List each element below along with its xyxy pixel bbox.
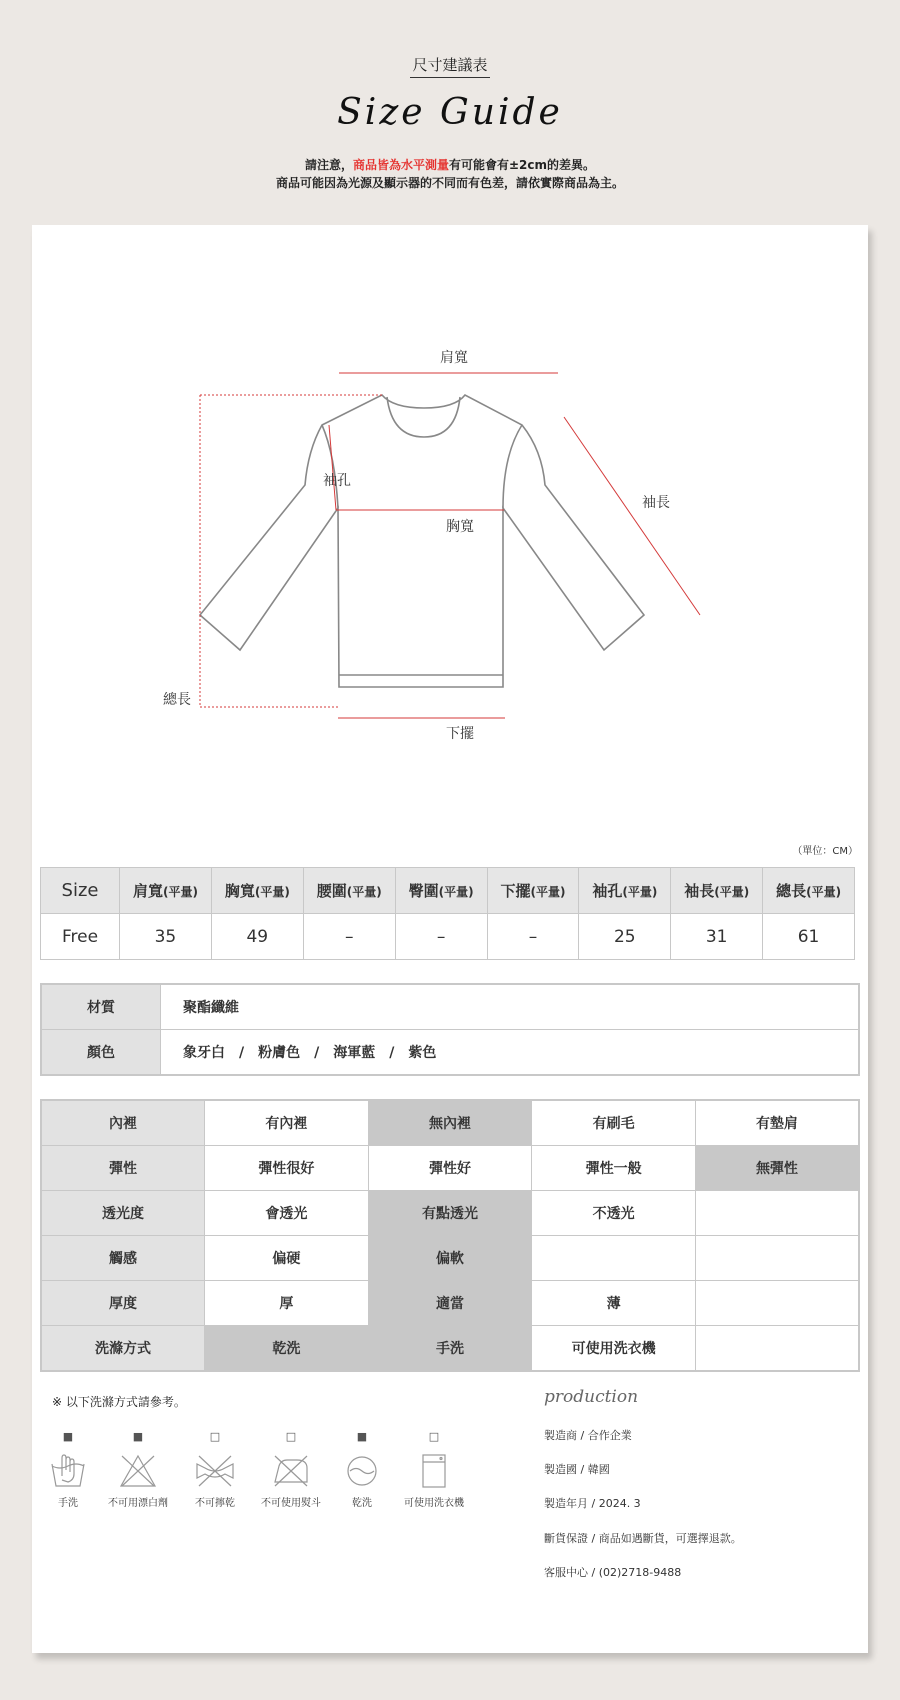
material-table bbox=[40, 983, 860, 1076]
label-armhole: 袖孔 bbox=[323, 473, 351, 489]
attribute-option: 彈性很好 bbox=[205, 1146, 369, 1191]
color-value: 象牙白 / 粉膚色 / 海軍藍 / 紫色 bbox=[161, 1030, 860, 1076]
label-shoulder: 肩寬 bbox=[440, 350, 468, 366]
attribute-option: 有內裡 bbox=[205, 1100, 369, 1146]
size-col-header: 胸寬(平量) bbox=[211, 868, 303, 914]
dry-clean-icon bbox=[342, 1452, 382, 1490]
attribute-option bbox=[695, 1191, 859, 1236]
size-table-row bbox=[41, 914, 855, 960]
care-item bbox=[394, 1430, 474, 1509]
size-value: 35 bbox=[120, 914, 212, 960]
material-label: 材質 bbox=[41, 984, 161, 1030]
size-value: – bbox=[487, 914, 579, 960]
attribute-option: 厚 bbox=[205, 1281, 369, 1326]
unit-label: （單位：CM） bbox=[792, 846, 858, 857]
attribute-option: 不透光 bbox=[532, 1191, 696, 1236]
care-item bbox=[98, 1430, 178, 1509]
size-col-header: 總長(平量) bbox=[763, 868, 855, 914]
size-value: – bbox=[395, 914, 487, 960]
size-col-header: 袖孔(平量) bbox=[579, 868, 671, 914]
no-tumble-dry-icon bbox=[271, 1452, 311, 1490]
material-row bbox=[41, 984, 859, 1030]
garment-diagram bbox=[32, 225, 868, 845]
attribute-option: 偏硬 bbox=[205, 1236, 369, 1281]
care-item bbox=[28, 1430, 108, 1509]
page-title: Size Guide bbox=[337, 92, 563, 133]
size-col-header: 袖長(平量) bbox=[671, 868, 763, 914]
care-mark: □ bbox=[428, 1430, 440, 1443]
color-note: 商品可能因為光源及顯示器的不同而有色差，請依實際商品為主。 bbox=[275, 176, 624, 190]
attribute-option: 偏軟 bbox=[368, 1236, 532, 1281]
attribute-option bbox=[695, 1281, 859, 1326]
size-table bbox=[40, 867, 855, 960]
color-label: 顏色 bbox=[41, 1030, 161, 1076]
attribute-label: 透光度 bbox=[41, 1191, 205, 1236]
production-manufacturer: 製造商 / 合作企業 bbox=[544, 1429, 632, 1442]
attribute-option: 無內裡 bbox=[368, 1100, 532, 1146]
care-mark: ■ bbox=[62, 1430, 74, 1443]
care-label: 手洗 bbox=[58, 1498, 78, 1509]
care-mark: ■ bbox=[132, 1430, 144, 1443]
attribute-option: 薄 bbox=[532, 1281, 696, 1326]
attribute-row bbox=[41, 1326, 859, 1372]
attribute-label: 洗滌方式 bbox=[41, 1326, 205, 1372]
size-value: 31 bbox=[671, 914, 763, 960]
label-sleeve: 袖長 bbox=[642, 495, 670, 511]
care-mark: ■ bbox=[356, 1430, 368, 1443]
no-bleach-icon bbox=[118, 1452, 158, 1490]
attribute-option: 無彈性 bbox=[695, 1146, 859, 1191]
care-mark: □ bbox=[209, 1430, 221, 1443]
attribute-table bbox=[40, 1099, 860, 1372]
attribute-option bbox=[695, 1326, 859, 1372]
size-table-header bbox=[41, 868, 855, 914]
attribute-option: 有墊肩 bbox=[695, 1100, 859, 1146]
attribute-option bbox=[532, 1236, 696, 1281]
attribute-option: 有點透光 bbox=[368, 1191, 532, 1236]
care-mark: □ bbox=[285, 1430, 297, 1443]
washing-machine-icon bbox=[414, 1452, 454, 1490]
attribute-row bbox=[41, 1191, 859, 1236]
attribute-row bbox=[41, 1281, 859, 1326]
production-country: 製造國 / 韓國 bbox=[544, 1463, 610, 1476]
sleeve-line bbox=[564, 417, 700, 615]
size-col-header: 腰圍(平量) bbox=[303, 868, 395, 914]
label-hem: 下擺 bbox=[446, 726, 474, 742]
size-value: 25 bbox=[579, 914, 671, 960]
attribute-row bbox=[41, 1146, 859, 1191]
size-col-header: 臀圍(平量) bbox=[395, 868, 487, 914]
size-cell: Free bbox=[41, 914, 120, 960]
armhole-line bbox=[329, 425, 336, 510]
color-row bbox=[41, 1030, 859, 1076]
care-label: 可使用洗衣機 bbox=[404, 1498, 464, 1509]
attribute-option: 適當 bbox=[368, 1281, 532, 1326]
care-label: 乾洗 bbox=[352, 1498, 372, 1509]
hand-wash-icon bbox=[48, 1452, 88, 1490]
attribute-option: 乾洗 bbox=[205, 1326, 369, 1372]
attribute-option: 可使用洗衣機 bbox=[532, 1326, 696, 1372]
attribute-row bbox=[41, 1100, 859, 1146]
care-label: 不可使用熨斗 bbox=[261, 1498, 321, 1509]
size-value: – bbox=[303, 914, 395, 960]
label-chest: 胸寬 bbox=[446, 519, 474, 535]
attribute-option: 彈性好 bbox=[368, 1146, 532, 1191]
attribute-option: 彈性一般 bbox=[532, 1146, 696, 1191]
care-label: 不可用漂白劑 bbox=[108, 1498, 168, 1509]
attribute-row bbox=[41, 1236, 859, 1281]
size-col-header: 下擺(平量) bbox=[487, 868, 579, 914]
size-value: 61 bbox=[763, 914, 855, 960]
size-value: 49 bbox=[211, 914, 303, 960]
attribute-label: 內裡 bbox=[41, 1100, 205, 1146]
attribute-option: 會透光 bbox=[205, 1191, 369, 1236]
production-service: 客服中心 / (02)2718-9488 bbox=[544, 1566, 682, 1579]
production-title: production bbox=[544, 1387, 639, 1407]
attribute-label: 厚度 bbox=[41, 1281, 205, 1326]
highlight-text: 商品皆為水平測量 bbox=[352, 158, 449, 172]
attribute-option bbox=[695, 1236, 859, 1281]
material-value: 聚酯纖維 bbox=[161, 984, 860, 1030]
attribute-label: 觸感 bbox=[41, 1236, 205, 1281]
care-note: ※ 以下洗滌方式請參考。 bbox=[52, 1395, 186, 1409]
measurement-note: 請注意，商品皆為水平測量有可能會有±2cm的差異。 bbox=[304, 158, 596, 172]
production-date: 製造年月 / 2024. 3 bbox=[544, 1497, 641, 1510]
care-item bbox=[175, 1430, 255, 1509]
production-guarantee: 斷貨保證 / 商品如遇斷貨，可選擇退款。 bbox=[544, 1532, 742, 1545]
size-header-cell: Size bbox=[41, 868, 120, 914]
care-label: 不可擰乾 bbox=[195, 1498, 235, 1509]
attribute-label: 彈性 bbox=[41, 1146, 205, 1191]
subtitle: 尺寸建議表 bbox=[0, 54, 900, 75]
attribute-option: 有刷毛 bbox=[532, 1100, 696, 1146]
label-length: 總長 bbox=[163, 692, 191, 708]
care-item bbox=[322, 1430, 402, 1509]
shirt-outline bbox=[200, 395, 644, 687]
size-guide-card bbox=[32, 225, 868, 1653]
no-wring-icon bbox=[195, 1452, 235, 1490]
care-item bbox=[251, 1430, 331, 1509]
attribute-option: 手洗 bbox=[368, 1326, 532, 1372]
size-col-header: 肩寬(平量) bbox=[120, 868, 212, 914]
